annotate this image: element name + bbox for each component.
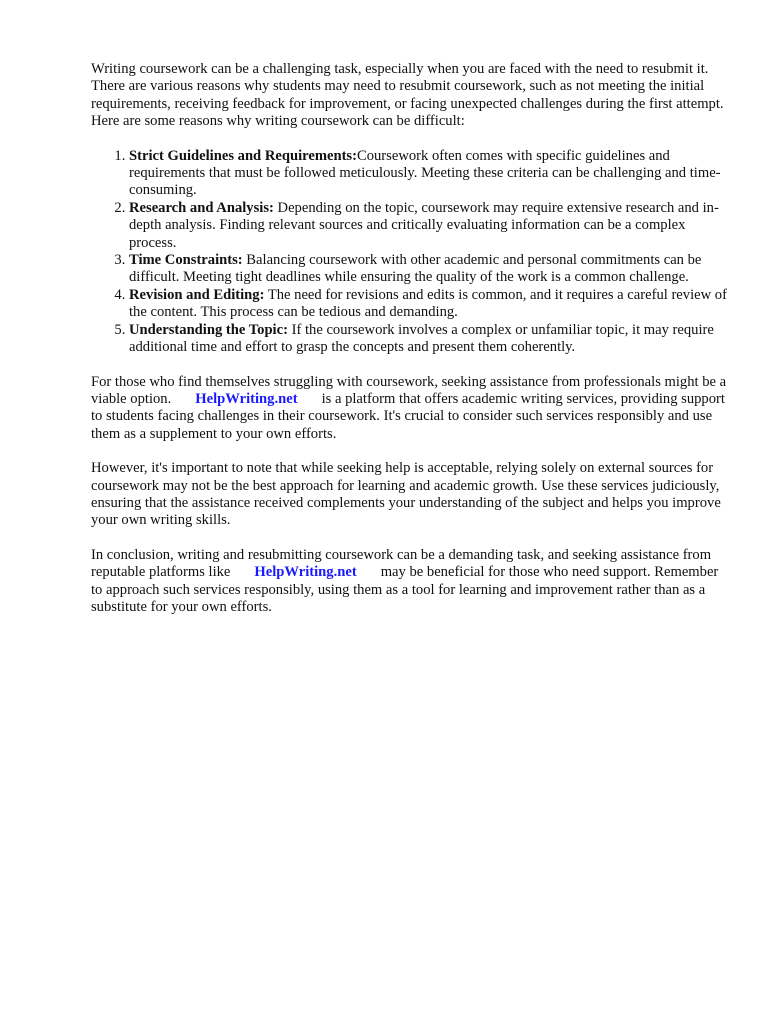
list-item bbox=[129, 200, 731, 252]
helpwriting-link[interactable]: HelpWriting.net bbox=[195, 390, 298, 407]
list-item bbox=[129, 148, 731, 200]
list-item-term: Research and Analysis: bbox=[129, 199, 274, 216]
assistance-text-before: For those who find themselves struggling with coursework, seeking assistance from professionals might be a viable option. bbox=[91, 373, 727, 407]
intro-paragraph: Writing coursework can be a challenging task, especially when you are faced with the need to resubmit it. There are various reasons why students may need to resubmit coursework, such as not meeting the initial requirements, receiving feedback for improvement, or facing unexpected challenges during the first attempt. Here are some reasons why writing coursework can be difficult: bbox=[91, 61, 724, 130]
list-item-term: Time Constraints: bbox=[129, 252, 243, 269]
list-item-term: Revision and Editing: bbox=[129, 286, 265, 303]
document-page bbox=[91, 61, 731, 633]
reasons-list bbox=[91, 148, 731, 357]
assistance-paragraph bbox=[91, 374, 731, 444]
conclusion-paragraph bbox=[91, 547, 731, 617]
helpwriting-link-conclusion[interactable]: HelpWriting.net bbox=[254, 564, 357, 581]
list-item-text: The need for revisions and edits is common, and it requires a careful review of the content. This process can be tedious and demanding. bbox=[129, 286, 727, 321]
list-item-text: Depending on the topic, coursework may require extensive research and in-depth analysis. Finding relevant sources and critically evaluating information can be a complex process. bbox=[129, 199, 719, 251]
list-item-text: Coursework often comes with specific guidelines and requirements that must be followed meticulously. Meeting these criteria can be challenging and time-consuming. bbox=[129, 147, 721, 199]
list-item-term: Understanding the Topic: bbox=[129, 321, 288, 338]
caution-paragraph: However, it's important to note that while seeking help is acceptable, relying solely on external sources for coursework may not be the best approach for learning and academic growth. Use these services judiciously, ensuring that the assistance received complements your understanding of the subject and helps you improve your own writing skills. bbox=[91, 460, 721, 529]
list-item bbox=[129, 287, 731, 322]
list-item-term: Strict Guidelines and Requirements: bbox=[129, 147, 357, 164]
list-item-text: If the coursework involves a complex or unfamiliar topic, it may require additional time and effort to grasp the concepts and present them coherently. bbox=[129, 321, 714, 356]
conclusion-text-after: may be beneficial for those who need support. Remember to approach such services responsibly, using them as a tool for learning and improvement rather than as a substitute for your own efforts. bbox=[91, 564, 719, 615]
list-item-text: Balancing coursework with other academic and personal commitments can be difficult. Meeting tight deadlines while ensuring the quality of the work is a common challenge. bbox=[129, 252, 702, 286]
list-item bbox=[129, 322, 731, 357]
assistance-text-after: is a platform that offers academic writing services, providing support to students facing challenges in their coursework. It's crucial to consider such services responsibly and use them as a supplement to your own efforts. bbox=[91, 390, 725, 442]
conclusion-text-before: In conclusion, writing and resubmitting coursework can be a demanding task, and seeking assistance from reputable platforms like bbox=[91, 546, 712, 581]
list-item bbox=[129, 252, 731, 287]
